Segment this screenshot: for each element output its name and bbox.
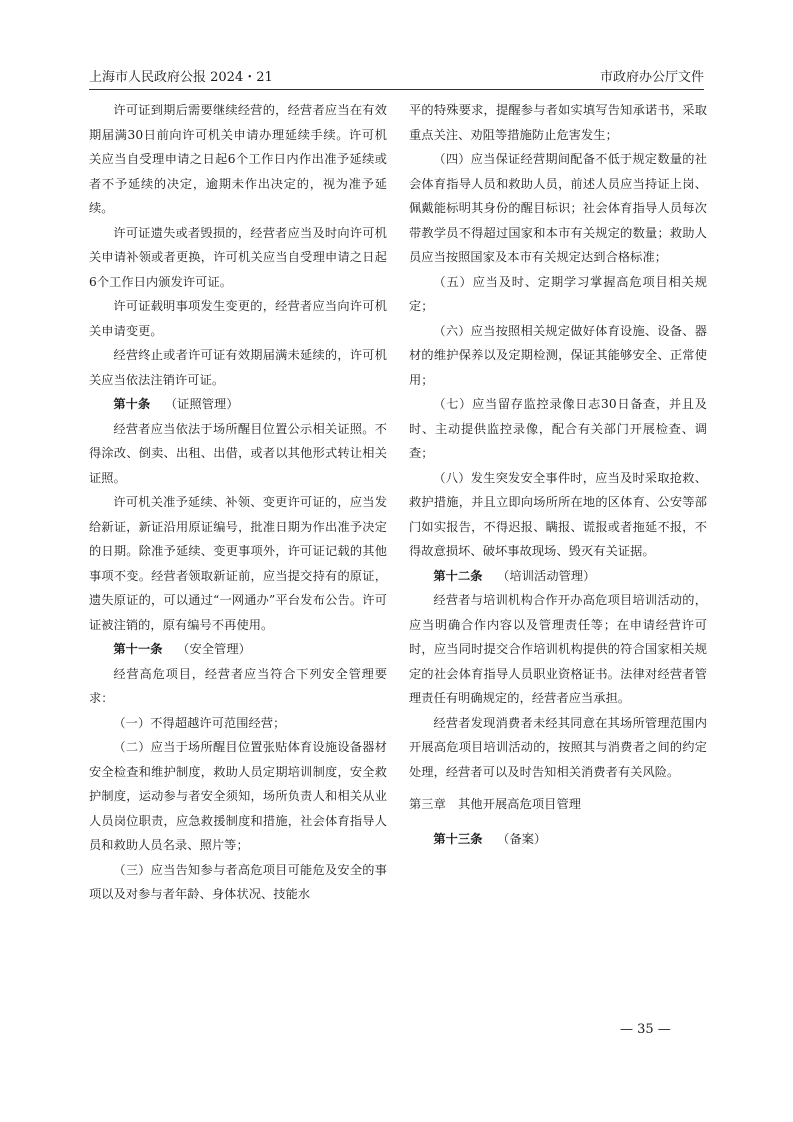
- paragraph: 经营者与培训机构合作开办高危项目培训活动的，应当明确合作内容以及管理责任等；在申请经营许可时，应当同时提交合作培训机构提供的符合国家相关规定的社会体育指导人员职业资格证书。法律对经营者管理责任有明确规定的，经营者应当承担。: [409, 593, 707, 705]
- page-header: [89, 66, 704, 86]
- header-section-title: 市政府办公厅文件: [599, 70, 704, 85]
- page-number: — 35 —: [620, 1022, 671, 1037]
- header-publication-title: 上海市人民政府公报 2024・21: [89, 70, 273, 85]
- paragraph: （四）应当保证经营期间配备不低于规定数量的社会体育指导人员和救助人员，前述人员应当持证上岗、佩戴能标明其身份的醒目标识；社会体育指导人员每次带教学员不得超过国家和本市有关规定的数量；救助人员应当按照国家及本市有关规定达到合格标准；: [409, 152, 707, 264]
- article-number: 第十条: [113, 397, 151, 411]
- paragraph: 经营高危项目，经营者应当符合下列安全管理要求：: [89, 666, 387, 705]
- paragraph-continuation: 平的特殊要求，提醒参与者如实填写告知承诺书，采取重点关注、劝阻等措施防止危害发生；: [409, 103, 707, 142]
- chapter-heading: 第三章 其他开展高危项目管理: [409, 797, 582, 811]
- article-heading: [409, 827, 707, 852]
- article-heading: [409, 564, 707, 589]
- article-heading: [89, 392, 387, 417]
- paragraph: （一）不得超越许可范围经营；: [113, 715, 286, 730]
- article-heading: [89, 637, 387, 662]
- paragraph: （七）应当留存监控录像日志30日备查，并且及时、主动提供监控录像，配合有关部门开展检查、调查；: [409, 397, 707, 460]
- paragraph: （三）应当告知参与者高危项目可能危及安全的事项以及对参与者年龄、身体状况、技能水: [89, 862, 387, 901]
- paragraph: 许可证载明事项发生变更的，经营者应当向许可机关申请变更。: [89, 299, 387, 338]
- paragraph: 许可机关准予延续、补领、变更许可证的，应当发给新证，新证沿用原证编号，批准日期为作出准予决定的日期。除准予延续、变更事项外，许可证记载的其他事项不变。经营者领取新证前，应当提交持有的原证，遗失原证的，可以通过“一网通办”平台发布公告。许可证被注销的，原有编号不再使用。: [89, 495, 387, 632]
- article-number: 第十一条: [113, 642, 163, 656]
- paragraph: 许可证遗失或者毁损的，经营者应当及时向许可机关申请补领或者更换，许可机关应当自受理申请之日起6个工作日内颁发许可证。: [89, 225, 387, 289]
- article-number: 第十二条: [433, 568, 483, 583]
- right-column: [409, 98, 707, 851]
- paragraph: 许可证到期后需要继续经营的，经营者应当在有效期届满30日前向许可机关申请办理延续手续。许可机关应当自受理申请之日起6个工作日内作出准予延续或者不予延续的决定，逾期未作出决定的，视为准予延续。: [89, 103, 387, 215]
- header-divider: [89, 89, 704, 90]
- article-number: 第十三条: [433, 831, 483, 846]
- article-subject: （培训活动管理）: [497, 568, 596, 583]
- paragraph: 经营者应当依法于场所醒目位置公示相关证照。不得涂改、倒卖、出租、出借，或者以其他形式转让相关证照。: [89, 421, 387, 485]
- article-subject: （安全管理）: [177, 642, 251, 656]
- paragraph: （六）应当按照相关规定做好体育设施、设备、器材的维护保养以及定期检测，保证其能够安全、正常使用；: [409, 323, 707, 387]
- paragraph: 经营者发现消费者未经其同意在其场所管理范围内开展高危项目培训活动的，按照其与消费者之间的约定处理，经营者可以及时告知相关消费者有关风险。: [409, 715, 707, 779]
- paragraph: 经营终止或者许可证有效期届满未延续的，许可机关应当依法注销许可证。: [89, 348, 387, 387]
- paragraph: （五）应当及时、定期学习掌握高危项目相关规定；: [409, 274, 707, 313]
- paragraph: （二）应当于场所醒目位置张贴体育设施设备器材安全检查和维护制度，救助人员定期培训制度，安全救护制度，运动参与者安全须知，场所负责人和相关从业人员岗位职责，应急救援制度和措施，社会体育指导人员和救助人员名录、照片等；: [89, 740, 387, 852]
- article-subject: （证照管理）: [164, 397, 239, 411]
- paragraph: （八）发生突发安全事件时，应当及时采取抢救、救护措施，并且立即向场所所在地的区体育、公安等部门如实报告，不得迟报、瞒报、谎报或者拖延不报，不得故意损坏、破坏事故现场、毁灭有关证据。: [409, 470, 707, 558]
- left-column: [89, 98, 387, 907]
- article-subject: （备案）: [497, 831, 547, 846]
